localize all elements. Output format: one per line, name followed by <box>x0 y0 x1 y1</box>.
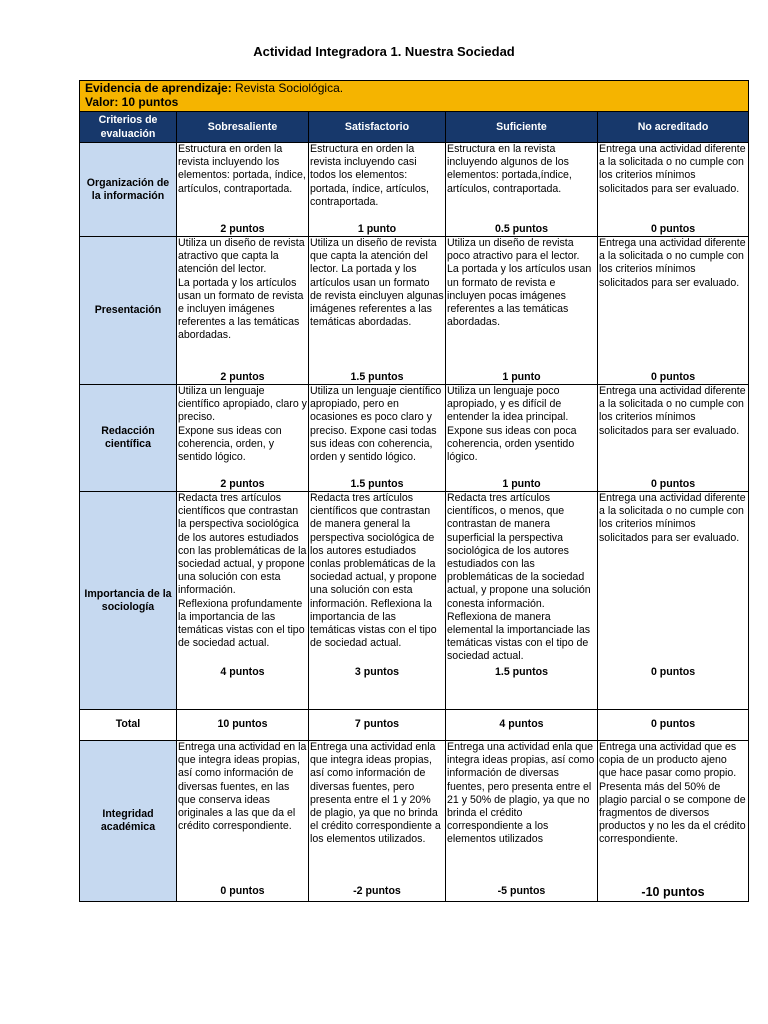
cell-description: Redacta tres artículos científicos que contrastan de manera general la perspectiva sociológica de los autores estudiados conlas problemáticas de la sociedad actual, y propone una solución con esta información. Reflexiona la importancia de las temáticas vistas con el tipo de sociedad actual. <box>310 492 437 650</box>
cell-points: 4 puntos <box>220 666 265 678</box>
cell-description: Utiliza un diseño de revista atractivo que capta la atención del lector. La portada y los artículos usan un formato de revista e incluyen imágenes referentes a las temáticas abordadas. <box>178 237 305 342</box>
rubric-cell <box>309 143 446 237</box>
rubric-cell <box>598 741 749 902</box>
cell-points: 3 puntos <box>354 666 400 678</box>
header-level: Suficiente <box>446 112 598 143</box>
value-label: Valor: 10 puntos <box>85 95 179 109</box>
rubric-cell <box>446 741 598 902</box>
cell-description: Utiliza un lenguaje poco apropiado, y es difícil de entender la idea principal. Expone sus ideas con poca coherencia, orden ysentido lógico. <box>447 385 577 464</box>
cell-description: Entrega una actividad que es copia de un producto ajeno que hace pasar como propio. Presenta más del 50% de plagio parcial o se compone de fragmentos de diversos productos y no les da el crédito correspondiente. <box>599 741 746 846</box>
rubric-cell <box>598 237 749 385</box>
rubric-cell <box>177 492 309 710</box>
rubric-cell <box>446 143 598 237</box>
rubric-cell <box>446 492 598 710</box>
cell-points: -2 puntos <box>353 885 401 897</box>
header-level: Satisfactorio <box>309 112 446 143</box>
cell-description: Entrega una actividad diferente a la solicitada o no cumple con los criterios mínimos solicitados para ser evaluado. <box>599 385 746 437</box>
cell-description: Estructura en orden la revista incluyendo casi todos los elementos: portada, índice, artículos, contraportada. <box>310 143 429 208</box>
cell-points: -10 puntos <box>641 885 705 899</box>
cell-description: Utiliza un lenguaje científico apropiado, claro y preciso. Expone sus ideas con coherencia, orden, y sentido lógico. <box>178 385 307 464</box>
cell-description: Entrega una actividad en la que integra ideas propias, así como información de diversas fuentes, en las que conserva ideas originales a las que da el crédito correspondiente. <box>178 741 307 833</box>
rubric-cell <box>598 492 749 710</box>
cell-description: Entrega una actividad enla que integra ideas propias, así como información de diversas fuentes, pero presenta entre el 1 y 20% de plagio, ya que no brinda el crédito correspondiente a los elementos utilizados. <box>310 741 441 846</box>
rubric-cell <box>309 741 446 902</box>
cell-points: 0.5 puntos <box>495 223 548 235</box>
cell-points: 0 puntos <box>650 371 696 383</box>
document-title: Actividad Integradora 1. Nuestra Sociedad <box>253 44 515 59</box>
cell-points: 1 punto <box>357 223 397 235</box>
cell-points: 1 punto <box>502 371 541 383</box>
rubric-row <box>80 237 749 385</box>
cell-description: Estructura en orden la revista incluyendo los elementos: portada, índice, artículos, contraportada. <box>178 143 306 195</box>
cell-description: Estructura en la revista incluyendo algunos de los elementos: portada,índice, artículos, contraportada. <box>447 143 572 195</box>
rubric-cell <box>598 143 749 237</box>
rubric-cell <box>446 385 598 492</box>
rubric-cell <box>309 492 446 710</box>
rubric-cell <box>177 385 309 492</box>
cell-description: Utiliza un diseño de revista poco atractivo para el lector. La portada y los artículos usan un formato de revista e incluyen pocas imágenes referentes a las temáticas abordadas. <box>447 237 592 329</box>
cell-description: Entrega una actividad diferente a la solicitada o no cumple con los criterios mínimos solicitados para ser evaluado. <box>599 143 746 195</box>
cell-points: 1 punto <box>502 478 541 490</box>
cell-description: Entrega una actividad diferente a la solicitada o no cumple con los criterios mínimos solicitados para ser evaluado. <box>599 237 746 289</box>
rubric-cell <box>309 385 446 492</box>
rubric-cell <box>177 741 309 902</box>
rubric-cell <box>309 237 446 385</box>
cell-points: 2 puntos <box>220 478 265 490</box>
rubric-row <box>80 385 749 492</box>
rubric-row <box>80 492 749 710</box>
header-level: No acreditado <box>598 112 749 143</box>
total-value: 7 puntos <box>309 710 446 741</box>
rubric-cell <box>446 237 598 385</box>
evidence-band <box>80 81 749 112</box>
cell-points: 0 puntos <box>220 885 265 897</box>
rubric-cell <box>177 237 309 385</box>
header-criteria: Criterios de evaluación <box>80 112 177 143</box>
cell-description: Redacta tres artículos científicos que contrastan la perspectiva sociológica de los autores estudiados con las problemáticas de la sociedad actual, y propone una solución con esta información. Reflexiona profundamente la importancia de las temáticas vistas con el tipo de sociedad actual. <box>178 492 307 650</box>
criterion-label: Presentación <box>80 237 177 385</box>
cell-points: 0 puntos <box>650 666 696 678</box>
cell-points: 1.5 puntos <box>350 371 404 383</box>
total-value: 0 puntos <box>598 710 749 741</box>
criterion-label: Organización de la información <box>80 143 177 237</box>
cell-points: 2 puntos <box>220 223 265 235</box>
header-level: Sobresaliente <box>177 112 309 143</box>
rubric-row <box>80 143 749 237</box>
total-value: 10 puntos <box>177 710 309 741</box>
total-row <box>80 710 749 741</box>
total-label: Total <box>80 710 177 741</box>
criterion-label: Redacción científica <box>80 385 177 492</box>
cell-points: -5 puntos <box>497 885 546 897</box>
cell-points: 0 puntos <box>650 478 696 490</box>
cell-description: Entrega una actividad diferente a la solicitada o no cumple con los criterios mínimos solicitados para ser evaluado. <box>599 492 746 544</box>
criterion-label: Integridad académica <box>80 741 177 902</box>
cell-description: Utiliza un diseño de revista que capta la atención del lector. La portada y los artículos usan un formato de revista eincluyen algunas imágenes referentes a las temáticas abordadas. <box>310 237 444 329</box>
total-value: 4 puntos <box>446 710 598 741</box>
rubric-table <box>79 80 749 902</box>
criterion-label: Importancia de la sociología <box>80 492 177 710</box>
rubric-cell <box>598 385 749 492</box>
evidence-label: Evidencia de aprendizaje: <box>85 81 232 95</box>
cell-points: 2 puntos <box>220 371 265 383</box>
cell-description: Utiliza un lenguaje científico apropiado, pero en ocasiones es poco claro y preciso. Expone casi todas sus ideas con coherencia, orden y sentido lógico. <box>310 385 442 464</box>
cell-points: 1.5 puntos <box>350 478 404 490</box>
cell-description: Redacta tres artículos científicos, o menos, que contrastan de manera superficial la perspectiva sociológica de los autores estudiados con las problemáticas de la sociedad actual, y propone una solución conesta información. Reflexiona de manera elemental la importanciade las temáticas vistas con el tipo de sociedad actual. <box>447 492 591 663</box>
header-row <box>80 112 749 143</box>
cell-points: 0 puntos <box>650 223 696 235</box>
cell-points: 1.5 puntos <box>495 666 548 678</box>
rubric-cell <box>177 143 309 237</box>
cell-description: Entrega una actividad enla que integra ideas propias, así como información de diversas fuentes, pero presenta entre el 21 y 50% de plagio, ya que no brinda el crédito correspondiente a los elementos utilizados <box>447 741 595 846</box>
evidence-value: Revista Sociológica. <box>231 81 344 95</box>
integrity-row <box>80 741 749 902</box>
